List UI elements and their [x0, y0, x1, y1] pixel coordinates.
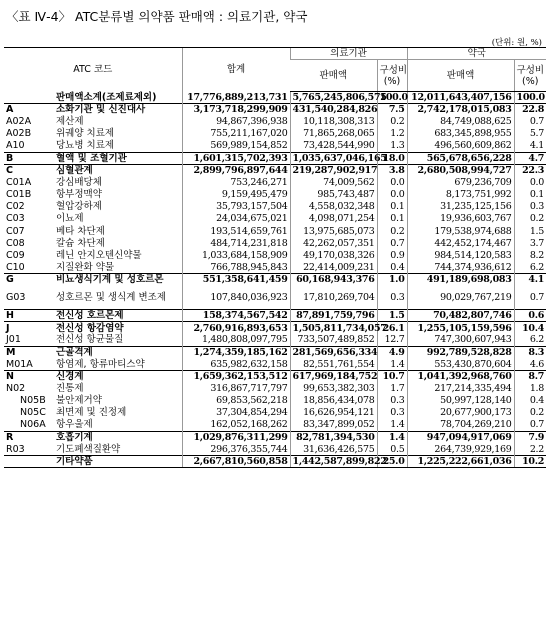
row-name: 항우울제	[56, 419, 93, 431]
row-total: 296,376,355,744	[182, 443, 290, 455]
row-name: 불안제거약	[56, 395, 102, 407]
row-pharmacy-share: 22.3	[514, 164, 546, 176]
row-pharmacy-sales: 8,173,751,992	[407, 189, 514, 201]
row-pharmacy-share: 8.3	[514, 346, 546, 358]
row-name: 기도폐색질환약	[56, 443, 121, 455]
row-hospital-sales: 18,856,434,078	[290, 395, 377, 407]
row-pharmacy-share: 1.5	[514, 225, 546, 237]
row-name: 위궤양 치료제	[56, 128, 115, 140]
row-code: C09	[6, 249, 25, 261]
row-name: 강심배당체	[56, 177, 102, 189]
table-row	[4, 225, 546, 237]
row-pharmacy-share: 4.7	[514, 152, 546, 164]
row-pharmacy-share: 0.4	[514, 395, 546, 407]
row-name: 항부정맥약	[56, 189, 102, 201]
row-hospital-share: 0.1	[377, 213, 407, 225]
row-name: 비뇨생식기계 및 성호르몬	[54, 274, 182, 286]
row-hospital-sales: 71,865,268,065	[290, 128, 377, 140]
row-name: 항염제, 항류마티스약	[56, 358, 145, 370]
row-total: 484,714,231,818	[182, 237, 290, 249]
header-pharmacy-share: 구성비 (%)	[514, 60, 546, 92]
row-total: 24,034,675,021	[182, 213, 290, 225]
row-code: J01	[6, 334, 21, 346]
row-pharmacy-sales: 1,041,392,968,760	[407, 370, 514, 382]
row-pharmacy-sales: 984,514,120,583	[407, 249, 514, 261]
row-code: C03	[6, 213, 25, 225]
row-name: 진통제	[56, 383, 84, 395]
row-pharmacy-sales: 70,482,807,746	[407, 310, 514, 322]
row-code: C07	[6, 225, 25, 237]
row-total: 3,173,718,299,909	[182, 104, 290, 116]
row-total: 2,899,796,897,644	[182, 164, 290, 176]
row-hospital-sales: 13,975,685,073	[290, 225, 377, 237]
row-hospital-sales: 99,653,382,303	[290, 383, 377, 395]
row-total: 2,667,810,560,858	[182, 455, 290, 467]
row-pharmacy-share: 22.8	[514, 104, 546, 116]
table-row	[4, 92, 546, 104]
row-hospital-share: 1.3	[377, 140, 407, 152]
row-pharmacy-share: 4.1	[514, 140, 546, 152]
row-hospital-share: 0.5	[377, 443, 407, 455]
row-pharmacy-share: 0.2	[514, 213, 546, 225]
row-name: 당뇨병 치료제	[56, 140, 115, 152]
row-pharmacy-sales: 264,739,929,169	[407, 443, 514, 455]
row-hospital-sales: 74,009,562	[290, 176, 377, 188]
row-hospital-sales: 985,743,487	[290, 189, 377, 201]
header-hospital-share: 구성비 (%)	[377, 60, 407, 92]
row-code: N02	[6, 383, 26, 395]
table-row	[4, 358, 546, 370]
row-hospital-share: 0.4	[377, 261, 407, 273]
row-hospital-share: 4.9	[377, 346, 407, 358]
row-hospital-sales: 22,414,009,231	[290, 261, 377, 273]
row-total: 635,982,632,158	[182, 358, 290, 370]
row-pharmacy-sales: 565,678,656,228	[407, 152, 514, 164]
row-pharmacy-share: 0.7	[514, 116, 546, 128]
row-pharmacy-share: 5.7	[514, 128, 546, 140]
table-row	[4, 395, 546, 407]
row-total: 1,029,876,311,299	[182, 431, 290, 443]
row-hospital-sales: 10,118,308,313	[290, 116, 377, 128]
row-total: 35,793,157,504	[182, 201, 290, 213]
table-row	[4, 104, 546, 116]
row-total: 162,052,168,262	[182, 419, 290, 431]
table-row	[4, 201, 546, 213]
table-row	[4, 286, 546, 310]
table-row	[4, 176, 546, 188]
row-total: 1,033,684,158,909	[182, 249, 290, 261]
row-hospital-share: 100.0	[377, 92, 407, 104]
row-pharmacy-share: 8.7	[514, 370, 546, 382]
row-pharmacy-share: 0.6	[514, 310, 546, 322]
row-hospital-sales: 4,558,032,348	[290, 201, 377, 213]
row-pharmacy-share: 4.1	[514, 274, 546, 286]
header-pharmacy-sales: 판매액	[407, 60, 514, 92]
row-pharmacy-sales: 992,789,528,828	[407, 346, 514, 358]
row-pharmacy-share: 7.9	[514, 431, 546, 443]
row-total: 753,246,271	[182, 176, 290, 188]
row-name: 소화기관 및 신진대사	[54, 104, 182, 116]
row-pharmacy-sales: 442,452,174,467	[407, 237, 514, 249]
row-hospital-sales: 16,626,954,121	[290, 407, 377, 419]
row-code	[4, 92, 54, 104]
table-row	[4, 431, 546, 443]
row-hospital-share: 26.1	[377, 322, 407, 334]
table-row	[4, 249, 546, 261]
row-hospital-sales: 617,969,184,752	[290, 370, 377, 382]
row-hospital-share: 0.7	[377, 237, 407, 249]
table-title: 〈표 Ⅳ-4〉 ATC분류별 의약품 판매액 : 의료기관, 약국	[6, 9, 308, 24]
row-hospital-share: 0.0	[377, 189, 407, 201]
row-name: 기타약품	[54, 455, 182, 467]
row-total: 158,374,567,542	[182, 310, 290, 322]
row-pharmacy-sales: 84,749,088,625	[407, 116, 514, 128]
row-total: 1,480,808,097,795	[182, 334, 290, 346]
row-pharmacy-share: 6.2	[514, 261, 546, 273]
row-pharmacy-sales: 947,094,917,069	[407, 431, 514, 443]
row-name: 심혈관계	[54, 164, 182, 176]
row-total: 1,601,315,702,393	[182, 152, 290, 164]
row-pharmacy-sales: 2,742,178,015,083	[407, 104, 514, 116]
row-hospital-sales: 73,428,544,990	[290, 140, 377, 152]
header-total: 합계	[182, 48, 290, 92]
row-name: 제산제	[56, 116, 84, 128]
table-row	[4, 310, 546, 322]
row-pharmacy-share: 0.7	[514, 286, 546, 310]
row-total: 107,840,036,923	[182, 286, 290, 310]
row-pharmacy-sales: 20,677,900,173	[407, 407, 514, 419]
table-row	[4, 152, 546, 164]
row-pharmacy-sales: 50,997,128,140	[407, 395, 514, 407]
table-row	[4, 128, 546, 140]
table-row	[4, 419, 546, 431]
table-row	[4, 140, 546, 152]
table-row	[4, 370, 546, 382]
table-row	[4, 346, 546, 358]
row-hospital-share: 1.7	[377, 383, 407, 395]
row-hospital-sales: 1,505,811,734,057	[290, 322, 377, 334]
row-code: A	[4, 104, 54, 116]
row-pharmacy-sales: 747,300,607,943	[407, 334, 514, 346]
row-hospital-sales: 1,035,637,046,165	[290, 152, 377, 164]
row-code: R03	[6, 443, 25, 455]
row-total: 69,853,562,218	[182, 395, 290, 407]
row-name: 베타 차단제	[56, 225, 105, 237]
row-code: C01A	[6, 177, 32, 189]
row-code: M	[4, 346, 54, 358]
row-pharmacy-sales: 491,189,698,083	[407, 274, 514, 286]
row-name: 판매액소계(조제료제외)	[56, 91, 157, 103]
row-code: C01B	[6, 189, 32, 201]
row-code: A10	[6, 140, 25, 152]
row-code: N05B	[20, 395, 46, 407]
row-hospital-share: 0.3	[377, 407, 407, 419]
row-code	[4, 455, 54, 467]
row-total: 755,211,167,020	[182, 128, 290, 140]
row-pharmacy-sales: 217,214,335,494	[407, 383, 514, 395]
row-pharmacy-sales: 683,345,898,955	[407, 128, 514, 140]
row-pharmacy-share: 2.2	[514, 443, 546, 455]
table-row	[4, 443, 546, 455]
table-row	[4, 261, 546, 273]
row-hospital-share: 1.4	[377, 358, 407, 370]
row-total: 316,867,717,797	[182, 383, 290, 395]
row-name: 지질완화 약물	[56, 261, 115, 273]
row-hospital-share: 1.4	[377, 419, 407, 431]
row-hospital-share: 3.8	[377, 164, 407, 176]
row-total: 9,159,495,479	[182, 189, 290, 201]
table-row	[4, 322, 546, 334]
row-hospital-sales: 17,810,269,704	[290, 286, 377, 310]
row-hospital-sales: 82,551,761,554	[290, 358, 377, 370]
row-pharmacy-share: 0.7	[514, 419, 546, 431]
row-name: 최면제 및 진정제	[56, 407, 127, 419]
row-name: 레닌 안지오텐신약물	[56, 249, 142, 261]
row-total: 94,867,396,938	[182, 116, 290, 128]
table-row	[4, 164, 546, 176]
row-hospital-sales: 83,347,899,052	[290, 419, 377, 431]
row-pharmacy-sales: 78,704,269,210	[407, 419, 514, 431]
table-row	[4, 237, 546, 249]
row-pharmacy-share: 3.7	[514, 237, 546, 249]
row-total: 2,760,916,893,653	[182, 322, 290, 334]
row-code: C10	[6, 261, 25, 273]
row-hospital-sales: 431,540,284,826	[290, 104, 377, 116]
row-name: 혈압강하제	[56, 201, 102, 213]
row-hospital-share: 0.2	[377, 225, 407, 237]
sales-table	[4, 47, 546, 468]
row-name: 전신성 항균물질	[56, 334, 124, 346]
row-name: 전신성 호르몬제	[54, 310, 182, 322]
header-atc-code: ATC 코드	[4, 48, 182, 92]
row-pharmacy-sales: 12,011,643,407,156	[407, 92, 514, 104]
row-hospital-sales: 42,262,057,351	[290, 237, 377, 249]
row-code: A02A	[6, 116, 32, 128]
row-code: M01A	[6, 358, 33, 370]
row-hospital-share: 0.2	[377, 116, 407, 128]
row-name: 혈액 및 조혈기관	[54, 152, 182, 164]
row-hospital-share: 12.7	[377, 334, 407, 346]
row-hospital-share: 0.3	[377, 286, 407, 310]
row-pharmacy-share: 4.6	[514, 358, 546, 370]
row-hospital-share: 0.1	[377, 201, 407, 213]
row-name: 칼슘 차단제	[56, 237, 105, 249]
row-hospital-sales: 219,287,902,917	[290, 164, 377, 176]
row-pharmacy-share: 100.0	[514, 92, 546, 104]
row-hospital-share: 1.4	[377, 431, 407, 443]
table-body	[4, 92, 546, 468]
row-code: N05C	[20, 407, 46, 419]
row-pharmacy-share: 10.2	[514, 455, 546, 467]
row-total: 1,274,359,185,162	[182, 346, 290, 358]
row-code: C02	[6, 201, 25, 213]
row-hospital-share: 1.0	[377, 274, 407, 286]
row-pharmacy-share: 0.2	[514, 407, 546, 419]
row-pharmacy-share: 0.3	[514, 201, 546, 213]
row-name: 근골격계	[54, 346, 182, 358]
row-hospital-share: 0.0	[377, 176, 407, 188]
row-pharmacy-sales: 553,430,870,604	[407, 358, 514, 370]
row-hospital-share: 1.5	[377, 310, 407, 322]
row-hospital-sales: 87,891,759,796	[290, 310, 377, 322]
table-row	[4, 116, 546, 128]
row-pharmacy-share: 1.8	[514, 383, 546, 395]
row-hospital-share: 7.5	[377, 104, 407, 116]
row-hospital-sales: 281,569,656,334	[290, 346, 377, 358]
row-name: 이뇨제	[56, 213, 84, 225]
row-pharmacy-sales: 679,236,709	[407, 176, 514, 188]
row-pharmacy-sales: 496,560,609,862	[407, 140, 514, 152]
row-code: R	[4, 431, 54, 443]
row-pharmacy-share: 8.2	[514, 249, 546, 261]
row-hospital-sales: 733,507,489,852	[290, 334, 377, 346]
row-hospital-sales: 82,781,394,530	[290, 431, 377, 443]
row-code: C08	[6, 237, 25, 249]
row-code: A02B	[6, 128, 32, 140]
table-row	[4, 455, 546, 467]
row-hospital-sales: 60,168,943,376	[290, 274, 377, 286]
row-total: 17,776,889,213,731	[182, 92, 290, 104]
row-hospital-sales: 4,098,071,254	[290, 213, 377, 225]
row-hospital-share: 0.9	[377, 249, 407, 261]
table-row	[4, 407, 546, 419]
row-hospital-share: 10.7	[377, 370, 407, 382]
table-row	[4, 274, 546, 286]
row-code: J	[4, 322, 54, 334]
row-pharmacy-share: 0.1	[514, 189, 546, 201]
row-pharmacy-sales: 19,936,603,767	[407, 213, 514, 225]
row-pharmacy-sales: 90,029,767,219	[407, 286, 514, 310]
row-name: 호흡기계	[54, 431, 182, 443]
row-pharmacy-share: 6.2	[514, 334, 546, 346]
row-hospital-share: 1.2	[377, 128, 407, 140]
row-hospital-share: 0.3	[377, 395, 407, 407]
row-total: 1,659,362,153,512	[182, 370, 290, 382]
row-name: 전신성 항감염약	[54, 322, 182, 334]
row-pharmacy-sales: 31,235,125,156	[407, 201, 514, 213]
header-hospital: 의료기관	[290, 48, 407, 60]
row-pharmacy-share: 0.0	[514, 176, 546, 188]
header-pharmacy: 약국	[407, 48, 546, 60]
row-pharmacy-sales: 744,374,936,612	[407, 261, 514, 273]
row-total: 766,788,945,843	[182, 261, 290, 273]
table-row	[4, 189, 546, 201]
row-pharmacy-sales: 1,255,105,159,596	[407, 322, 514, 334]
row-code: G	[4, 274, 54, 286]
table-row	[4, 334, 546, 346]
row-hospital-sales: 49,170,038,326	[290, 249, 377, 261]
row-pharmacy-sales: 2,680,508,994,727	[407, 164, 514, 176]
row-code: H	[4, 310, 54, 322]
row-hospital-sales: 1,442,587,899,822	[290, 455, 377, 467]
row-total: 569,989,154,852	[182, 140, 290, 152]
row-name: 신경계	[54, 370, 182, 382]
row-total: 551,358,641,459	[182, 274, 290, 286]
row-hospital-share: 18.0	[377, 152, 407, 164]
unit-label: (단위: 원, %)	[491, 38, 542, 48]
table-row	[4, 383, 546, 395]
row-pharmacy-sales: 179,538,974,688	[407, 225, 514, 237]
row-code: B	[4, 152, 54, 164]
row-hospital-sales: 5,765,245,806,575	[290, 92, 377, 104]
row-pharmacy-sales: 1,225,222,661,036	[407, 455, 514, 467]
row-code: G03	[6, 292, 26, 303]
row-hospital-sales: 31,636,426,575	[290, 443, 377, 455]
header-hospital-sales: 판매액	[290, 60, 377, 92]
row-code: C	[4, 164, 54, 176]
row-hospital-share: 25.0	[377, 455, 407, 467]
row-total: 37,304,854,294	[182, 407, 290, 419]
row-code: N06A	[20, 419, 46, 431]
row-name: 성호르몬 및 생식계 변조제	[56, 292, 167, 303]
row-total: 193,514,659,761	[182, 225, 290, 237]
row-pharmacy-share: 10.4	[514, 322, 546, 334]
table-row	[4, 213, 546, 225]
row-code: N	[4, 370, 54, 382]
